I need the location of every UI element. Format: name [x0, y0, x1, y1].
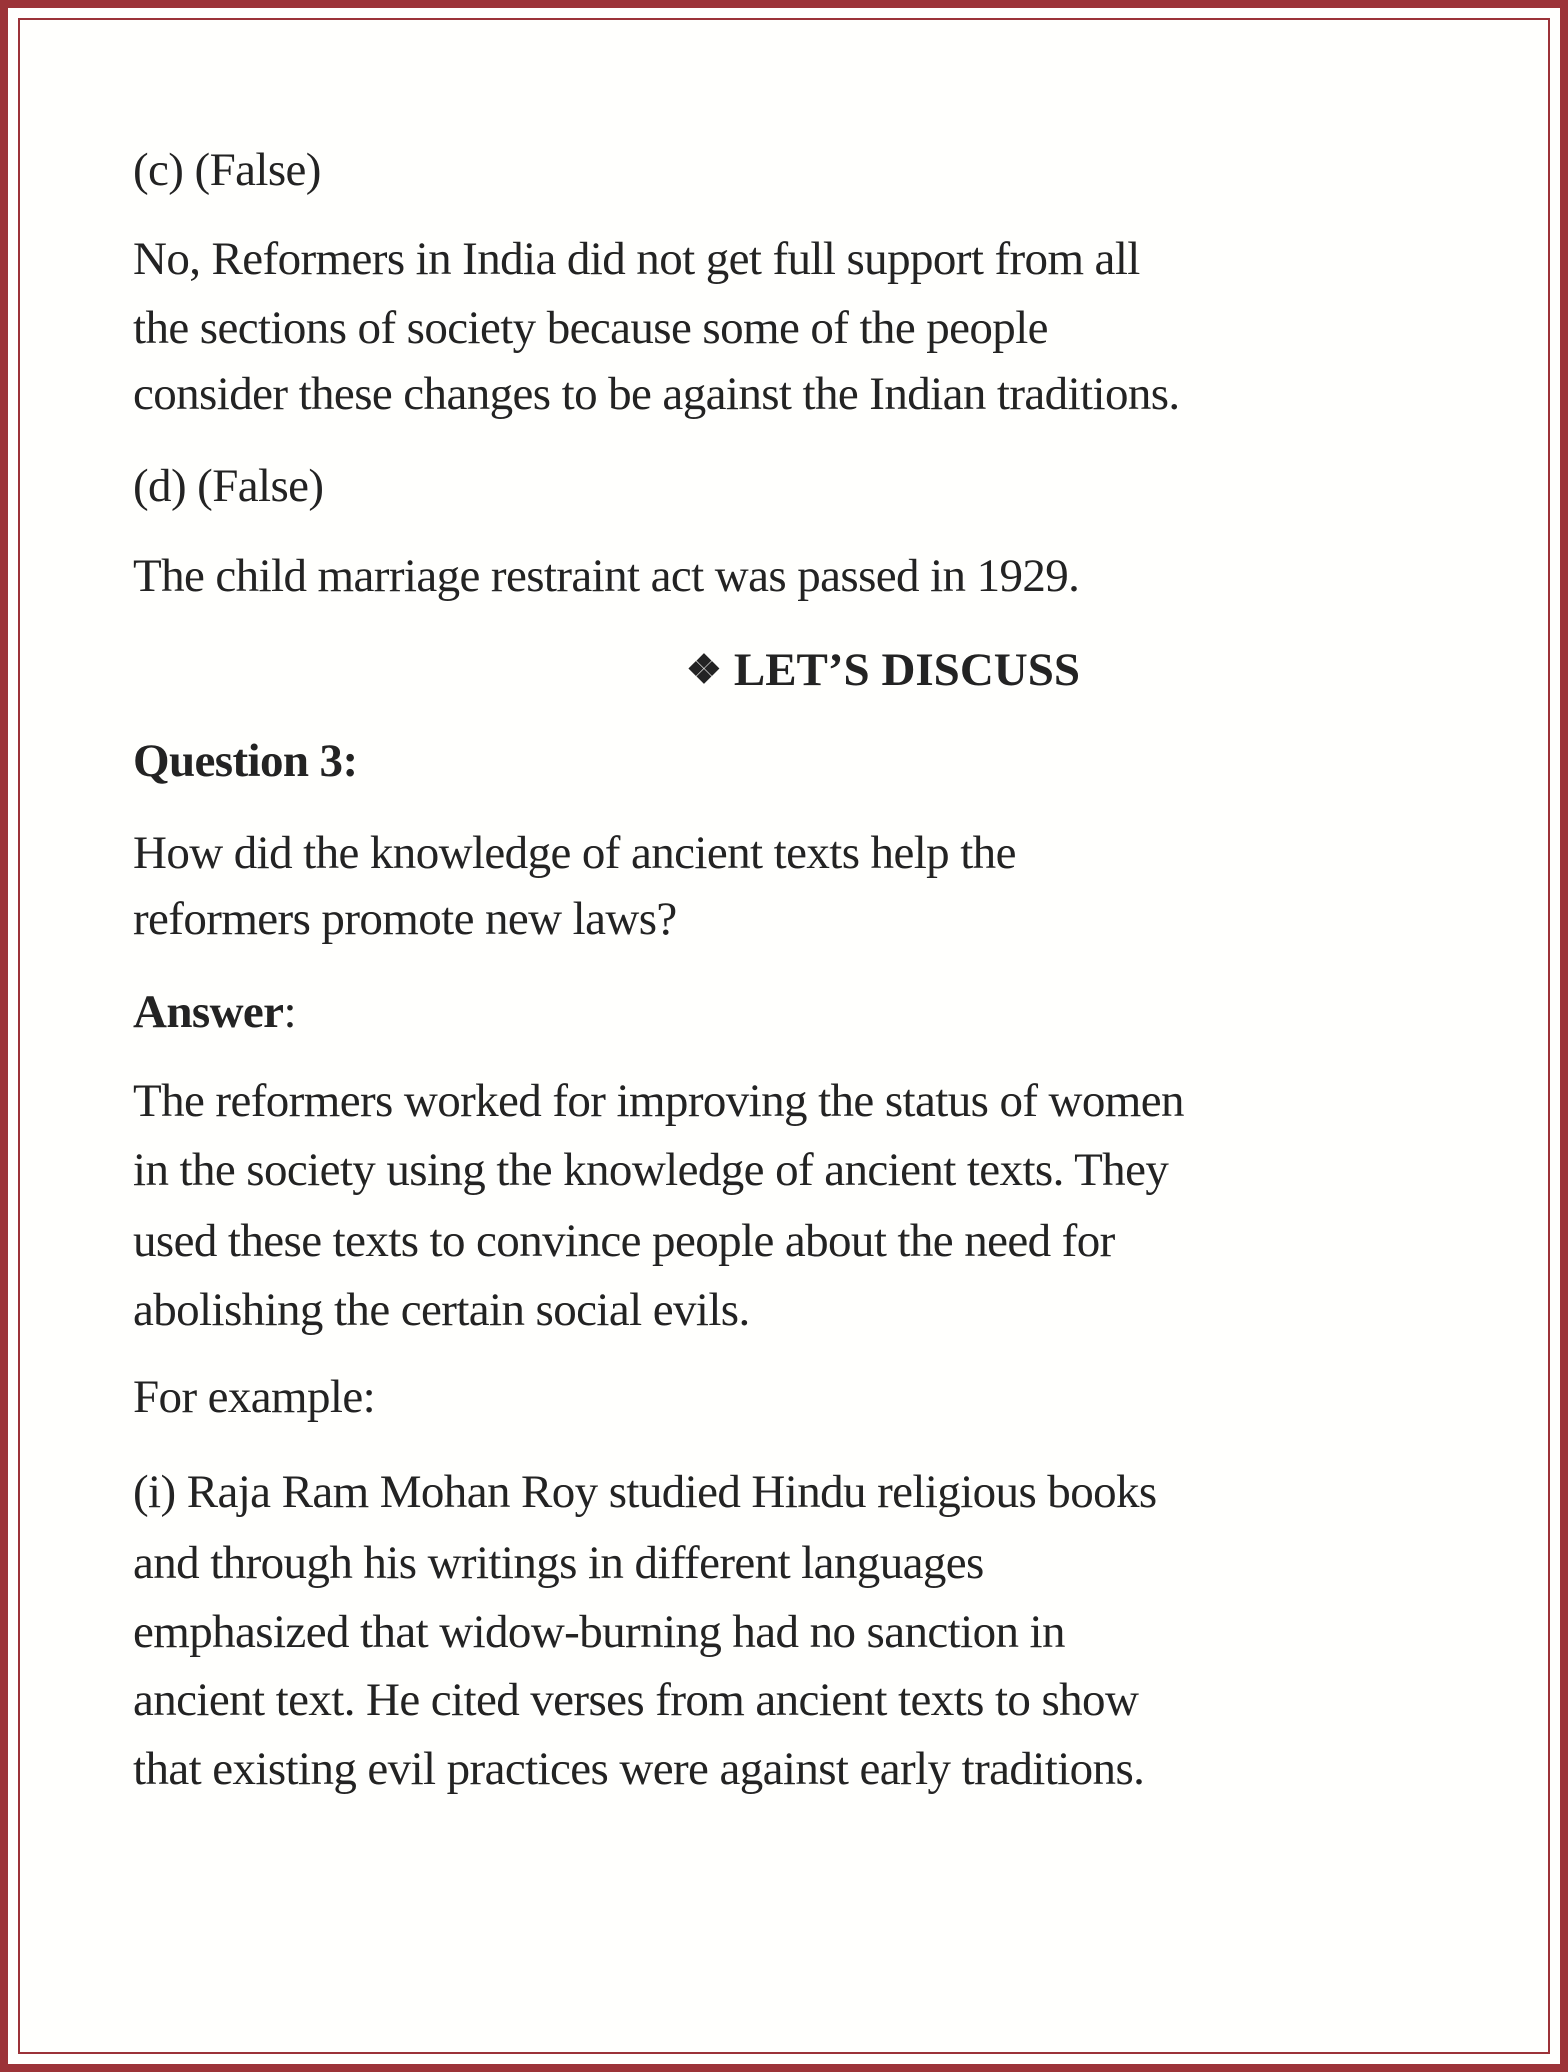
example-text-line: and through his writings in different languages [133, 1537, 984, 1589]
part-d-label: (d) (False) [133, 460, 324, 512]
question-label: Question 3: [133, 735, 358, 787]
answer-text-line: abolishing the certain social evils. [133, 1284, 750, 1336]
question-text-line: reformers promote new laws? [133, 893, 677, 945]
answer-heading [133, 984, 296, 1040]
answer-colon: : [283, 986, 296, 1038]
example-text-line: ancient text. He cited verses from ancient texts to show [133, 1674, 1139, 1726]
part-d-text-line: The child marriage restraint act was passed in 1929. [133, 550, 1080, 602]
diamond-ornament-icon: ❖ [686, 647, 722, 692]
answer-text-line: in the society using the knowledge of ancient texts. They [133, 1144, 1169, 1196]
answer-label: Answer [133, 986, 284, 1038]
answer-text-line: used these texts to convince people about the need for [133, 1215, 1115, 1267]
part-c-text-line: No, Reformers in India did not get full support from all [133, 233, 1140, 285]
part-c-label: (c) (False) [133, 144, 321, 196]
example-text-line: that existing evil practices were against early traditions. [133, 1743, 1145, 1795]
part-c-text-line: the sections of society because some of the people [133, 302, 1048, 354]
question-text-line: How did the knowledge of ancient texts help the [133, 827, 1016, 879]
example-intro: For example: [133, 1371, 376, 1423]
answer-text-line: The reformers worked for improving the status of women [133, 1075, 1184, 1127]
section-title: LET’S DISCUSS [733, 644, 1080, 696]
example-text-line: emphasized that widow-burning had no sanction in [133, 1606, 1065, 1658]
section-heading [686, 642, 1080, 698]
example-text-line: (i) Raja Ram Mohan Roy studied Hindu religious books [133, 1466, 1157, 1518]
part-c-text-line: consider these changes to be against the Indian traditions. [133, 368, 1180, 420]
